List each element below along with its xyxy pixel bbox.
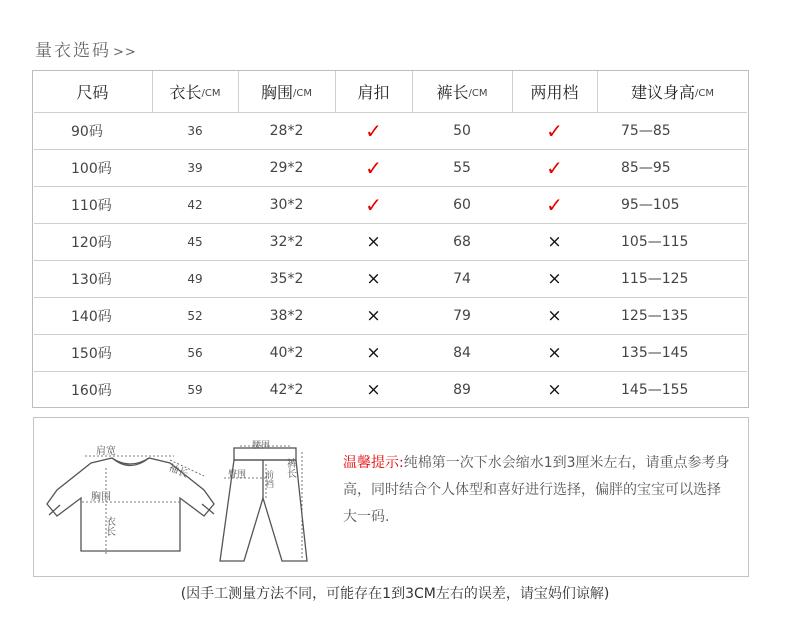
- cross-icon: ×: [366, 268, 381, 289]
- cell-pants: [412, 334, 512, 371]
- cell-chest: [238, 112, 335, 149]
- header-dual: [512, 71, 597, 112]
- cell-value: 40*2: [269, 344, 304, 361]
- cell-size: [33, 186, 152, 223]
- header-unit: /CM: [201, 88, 221, 99]
- header-shoulder: [335, 71, 412, 112]
- cell-value: 90码: [71, 123, 103, 140]
- header-divider: [238, 71, 239, 112]
- cell-dual: [512, 186, 597, 223]
- section-title: [35, 36, 137, 61]
- cell-height: [597, 112, 748, 149]
- cell-dual: [512, 297, 597, 334]
- checkmark-icon: ✓: [365, 192, 382, 217]
- cell-pants: [412, 149, 512, 186]
- cell-value: 89: [453, 381, 471, 398]
- cell-value: 45: [187, 234, 203, 249]
- cell-height: [597, 334, 748, 371]
- cell-value: 36: [187, 123, 203, 138]
- cell-shoulder: [335, 186, 412, 223]
- cell-shoulder: [335, 371, 412, 408]
- header-divider: [152, 71, 153, 112]
- cell-dual: [512, 260, 597, 297]
- cross-icon: ×: [547, 305, 562, 326]
- cell-chest: [238, 297, 335, 334]
- cell-value: 49: [187, 271, 203, 286]
- cell-value: 30*2: [269, 196, 304, 213]
- cell-value: 35*2: [269, 270, 304, 287]
- cell-value: 29*2: [269, 159, 304, 176]
- cell-length: [152, 297, 238, 334]
- cell-pants: [412, 260, 512, 297]
- cell-height: [597, 186, 748, 223]
- cell-value: 125—135: [621, 307, 689, 324]
- cell-length: [152, 371, 238, 408]
- checkmark-icon: ✓: [365, 155, 382, 180]
- cell-value: 110码: [71, 197, 112, 214]
- cell-value: 95—105: [621, 196, 680, 213]
- cell-size: [33, 149, 152, 186]
- table-header-row: [33, 71, 748, 112]
- cell-height: [597, 260, 748, 297]
- header-height: [597, 71, 748, 112]
- cell-length: [152, 149, 238, 186]
- cell-value: 74: [453, 270, 471, 287]
- cell-size: [33, 334, 152, 371]
- header-label: 裤长: [436, 83, 469, 102]
- cell-value: 42: [187, 197, 203, 212]
- cell-value: 79: [453, 307, 471, 324]
- cell-value: 135—145: [621, 344, 689, 361]
- cell-pants: [412, 223, 512, 260]
- cross-icon: ×: [547, 379, 562, 400]
- cell-value: 52: [187, 308, 203, 323]
- cell-pants: [412, 371, 512, 408]
- cell-value: 50: [453, 122, 471, 139]
- header-unit: /CM: [468, 88, 488, 99]
- pants-label-length: 裤长: [284, 458, 296, 478]
- cell-value: 28*2: [269, 122, 304, 139]
- cell-value: 140码: [71, 308, 112, 325]
- checkmark-icon: ✓: [546, 155, 563, 180]
- cell-value: 39: [187, 160, 203, 175]
- pants-label-hip: 臀围: [228, 470, 247, 480]
- cell-chest: [238, 186, 335, 223]
- cell-chest: [238, 371, 335, 408]
- cross-icon: ×: [366, 379, 381, 400]
- shirt-label-length: 衣长: [103, 516, 115, 536]
- cell-height: [597, 223, 748, 260]
- checkmark-icon: ✓: [546, 118, 563, 143]
- cell-value: 120码: [71, 234, 112, 251]
- cell-shoulder: [335, 260, 412, 297]
- table-row: [33, 371, 748, 408]
- cell-value: 68: [453, 233, 471, 250]
- table-row: [33, 297, 748, 334]
- cell-pants: [412, 112, 512, 149]
- cell-shoulder: [335, 112, 412, 149]
- cell-size: [33, 112, 152, 149]
- chevron-right-icon: >>: [113, 45, 137, 60]
- cell-value: 100码: [71, 160, 112, 177]
- cell-value: 55: [453, 159, 471, 176]
- cell-length: [152, 260, 238, 297]
- cell-value: 59: [187, 382, 203, 397]
- cell-length: [152, 334, 238, 371]
- header-length: [152, 71, 238, 112]
- cell-dual: [512, 334, 597, 371]
- cell-dual: [512, 223, 597, 260]
- shirt-illustration: [47, 458, 214, 551]
- size-chart-table: [32, 70, 749, 408]
- table-row: [33, 260, 748, 297]
- header-label: 两用档: [530, 83, 579, 102]
- cell-shoulder: [335, 149, 412, 186]
- checkmark-icon: ✓: [546, 192, 563, 217]
- cell-height: [597, 297, 748, 334]
- header-divider: [412, 71, 413, 112]
- cross-icon: ×: [547, 342, 562, 363]
- cell-height: [597, 371, 748, 408]
- section-title-text: 量衣选码: [35, 41, 111, 61]
- tip-label: 温馨提示:: [343, 455, 404, 471]
- tip-text: 纯棉第一次下水会缩水1到3厘米左右，请重点参考身高，同时结合个人体型和喜好进行选择，偏胖的宝宝可以选择大一码.: [343, 455, 730, 525]
- measurement-disclaimer: (因手工测量方法不同，可能存在1到3CM左右的误差，请宝妈们谅解): [180, 586, 610, 602]
- header-size: [33, 71, 152, 112]
- cell-shoulder: [335, 297, 412, 334]
- cell-pants: [412, 186, 512, 223]
- cell-chest: [238, 223, 335, 260]
- header-label: 肩扣: [357, 83, 390, 102]
- cross-icon: ×: [366, 231, 381, 252]
- table-row: [33, 149, 748, 186]
- header-label: 衣长: [169, 83, 202, 102]
- header-label: 胸围: [261, 83, 294, 102]
- cell-length: [152, 186, 238, 223]
- cell-chest: [238, 334, 335, 371]
- table-row: [33, 112, 748, 149]
- cell-dual: [512, 112, 597, 149]
- care-tip: [343, 450, 733, 531]
- cell-value: 115—125: [621, 270, 689, 287]
- cell-value: 145—155: [621, 381, 689, 398]
- header-label: 尺码: [76, 83, 109, 102]
- cell-value: 38*2: [269, 307, 304, 324]
- cross-icon: ×: [366, 305, 381, 326]
- cross-icon: ×: [547, 231, 562, 252]
- cell-chest: [238, 260, 335, 297]
- shirt-label-chest: 胸围: [91, 492, 111, 503]
- table-row: [33, 223, 748, 260]
- pants-label-waist: 腰围: [252, 441, 271, 451]
- cell-value: 85—95: [621, 159, 671, 176]
- header-chest: [238, 71, 335, 112]
- cell-value: 130码: [71, 271, 112, 288]
- cell-value: 150码: [71, 345, 112, 362]
- cell-size: [33, 371, 152, 408]
- cell-size: [33, 297, 152, 334]
- cross-icon: ×: [547, 268, 562, 289]
- header-divider: [512, 71, 513, 112]
- cell-value: 105—115: [621, 233, 689, 250]
- cell-value: 160码: [71, 382, 112, 399]
- cell-dual: [512, 371, 597, 408]
- cell-length: [152, 223, 238, 260]
- cell-pants: [412, 297, 512, 334]
- table-row: [33, 334, 748, 371]
- shirt-label-sleeve: 袖长: [166, 462, 190, 481]
- header-unit: /CM: [695, 88, 714, 99]
- cell-value: 60: [453, 196, 471, 213]
- cell-value: 32*2: [269, 233, 304, 250]
- cell-size: [33, 260, 152, 297]
- cell-chest: [238, 149, 335, 186]
- header-unit: /CM: [293, 88, 312, 99]
- cell-value: 75—85: [621, 122, 671, 139]
- pants-label-rise: 前裆: [263, 470, 273, 488]
- cell-shoulder: [335, 334, 412, 371]
- table-row: [33, 186, 748, 223]
- header-divider: [335, 71, 336, 112]
- cross-icon: ×: [366, 342, 381, 363]
- cell-value: 84: [453, 344, 471, 361]
- header-label: 建议身高: [631, 83, 696, 102]
- shirt-label-shoulder: 肩宽: [96, 446, 116, 457]
- cell-shoulder: [335, 223, 412, 260]
- checkmark-icon: ✓: [365, 118, 382, 143]
- cell-length: [152, 112, 238, 149]
- header-pants: [412, 71, 512, 112]
- cell-height: [597, 149, 748, 186]
- cell-value: 56: [187, 345, 203, 360]
- cell-value: 42*2: [269, 381, 304, 398]
- header-divider: [597, 71, 598, 112]
- cell-dual: [512, 149, 597, 186]
- cell-size: [33, 223, 152, 260]
